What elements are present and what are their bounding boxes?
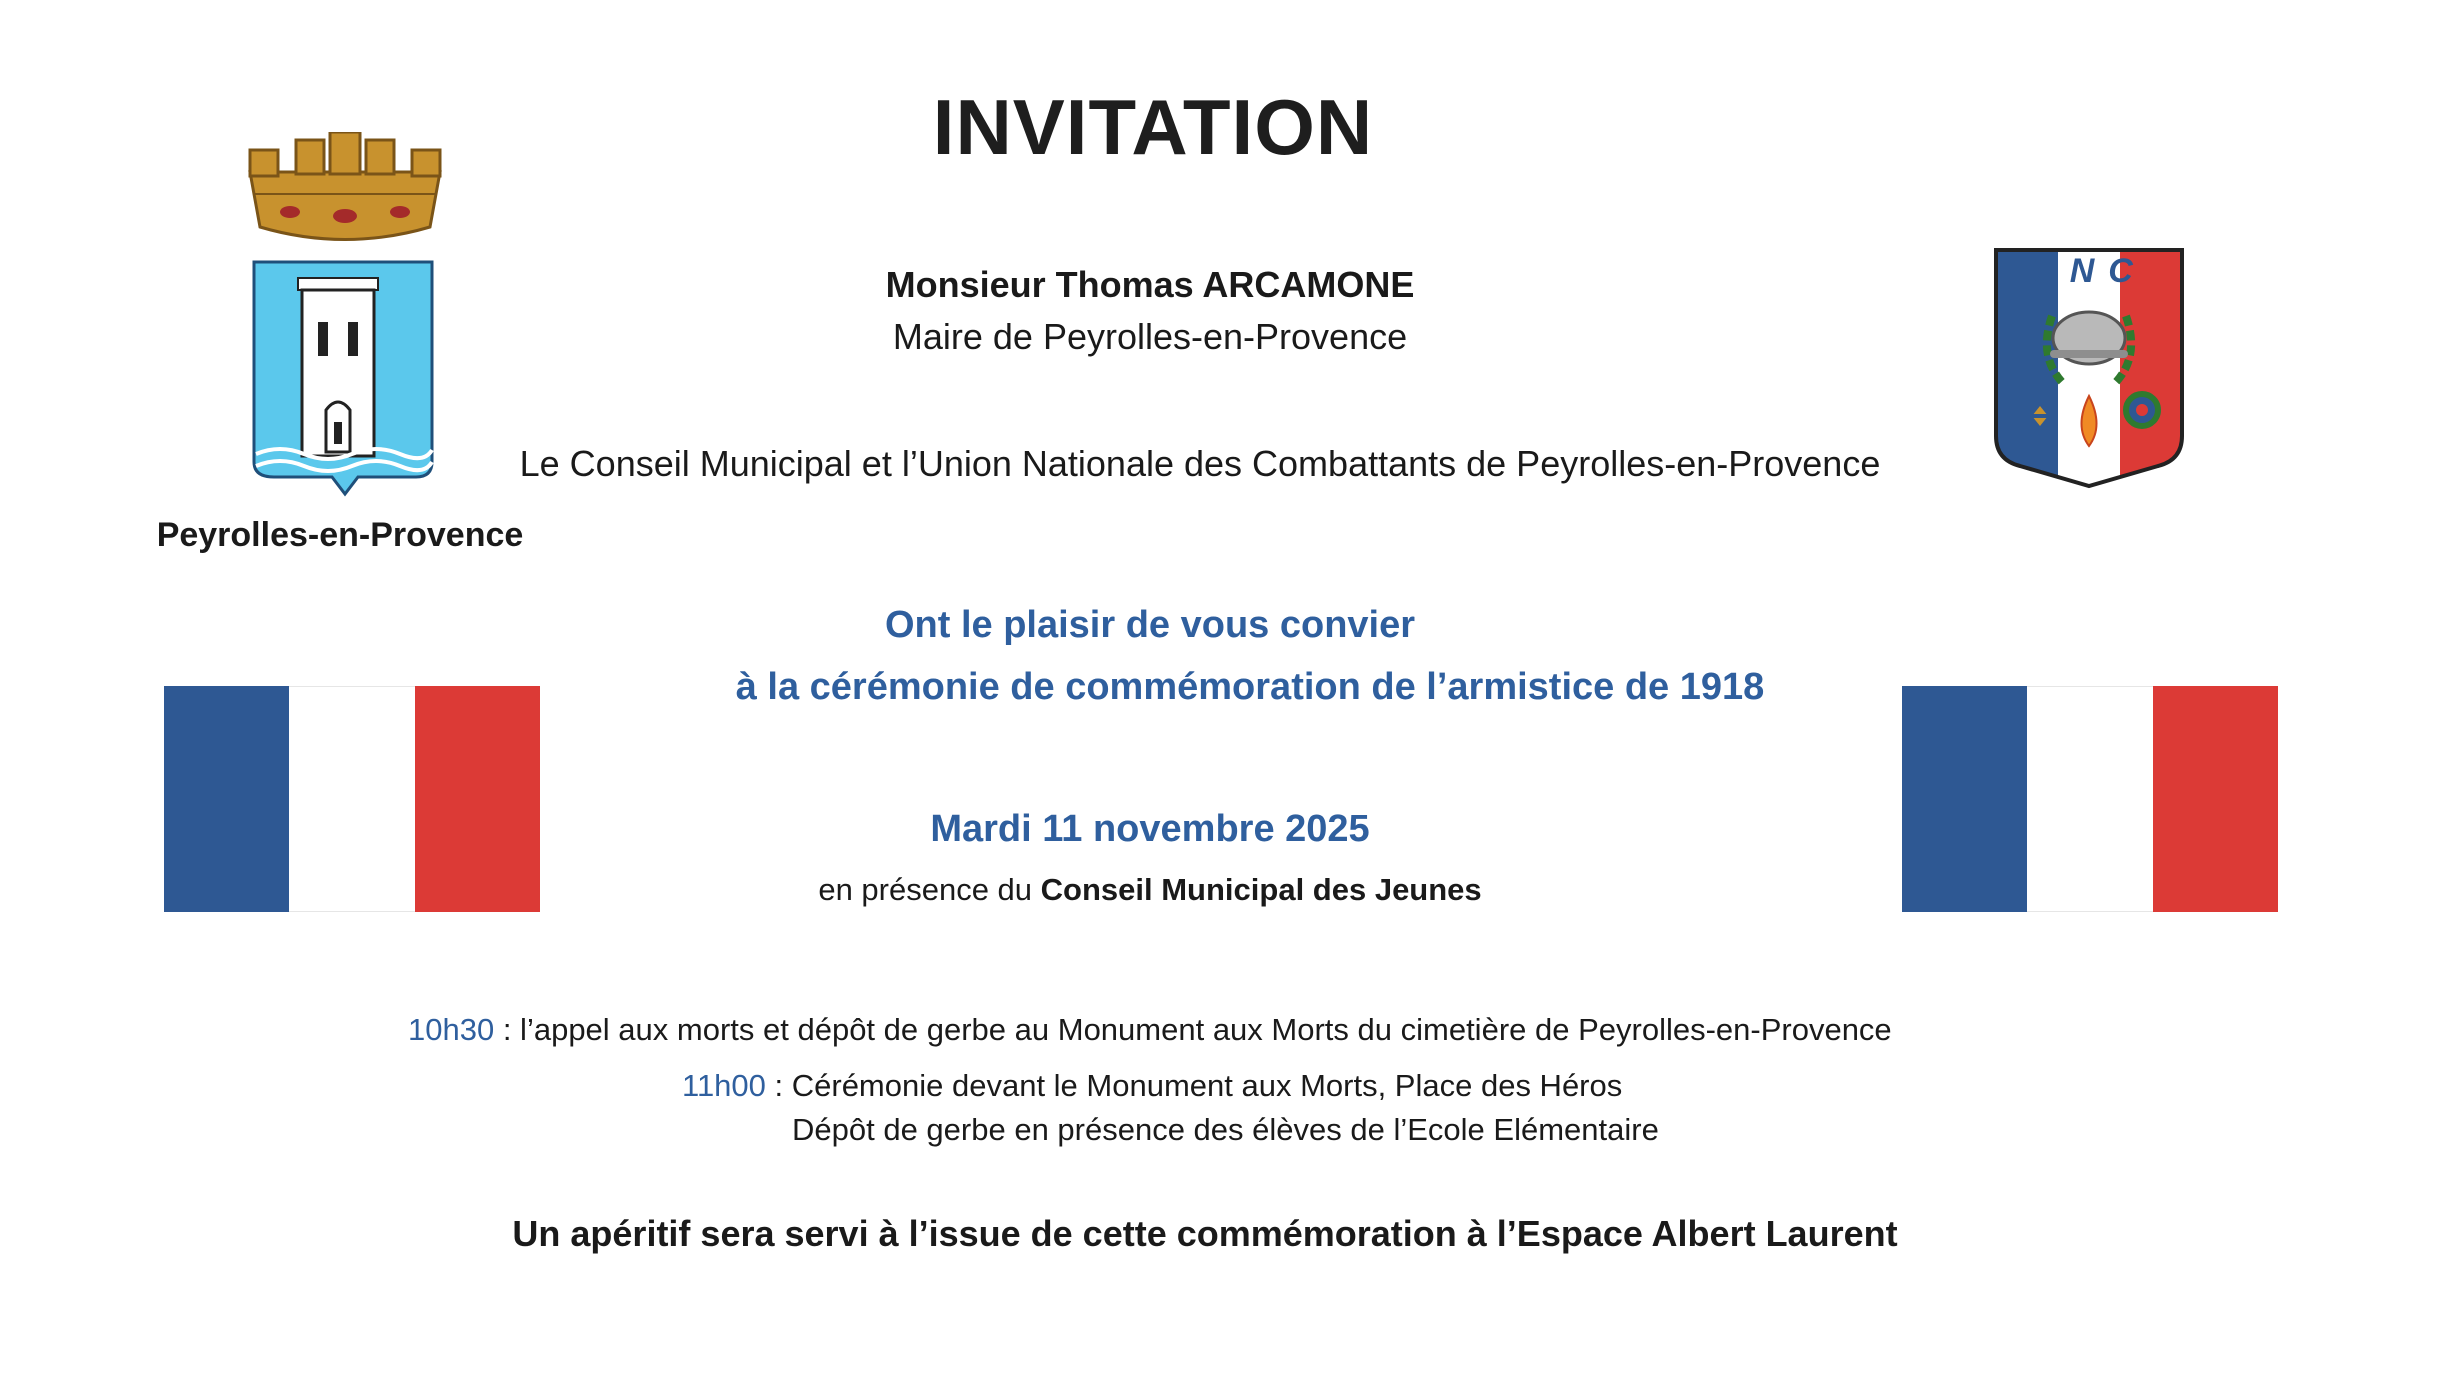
presence-line — [700, 872, 1600, 908]
invitation-line-1: Ont le plaisir de vous convier — [884, 604, 1416, 646]
french-flag-right — [1902, 686, 2278, 912]
crown-icon — [250, 132, 440, 240]
schedule-text: : Cérémonie devant le Monument aux Morts, Place des Héros — [765, 1068, 1623, 1103]
mayor-name: Monsieur Thomas ARCAMONE — [885, 264, 1415, 305]
unc-letters: UNC — [2031, 252, 2147, 290]
unc-badge-icon — [1992, 246, 2186, 490]
presence-bold: Conseil Municipal des Jeunes — [1040, 872, 1482, 907]
schedule-item-1 — [408, 1012, 1892, 1048]
closing-line: Un apéritif sera servi à l’issue de cette commémoration à l’Espace Albert Laurent — [512, 1213, 1898, 1254]
schedule-time: 11h00 — [682, 1068, 766, 1103]
council-line: Le Conseil Municipal et l’Union Nationale des Combattants de Peyrolles-en-Provence — [519, 443, 1881, 484]
schedule-continuation: Dépôt de gerbe en présence des élèves de l’Ecole Elémentaire — [792, 1112, 1659, 1147]
event-date: Mardi 11 novembre 2025 — [930, 808, 1370, 850]
french-flag-left — [164, 686, 540, 912]
shield-icon — [254, 262, 432, 494]
invitation-line-2: à la cérémonie de commémoration de l’armistice de 1918 — [735, 666, 1765, 708]
town-label: Peyrolles-en-Provence — [156, 516, 524, 554]
schedule-text: : l’appel aux morts et dépôt de gerbe au Monument aux Morts du cimetière de Peyrolles-en-Provence — [494, 1012, 1892, 1047]
town-coat-of-arms-icon — [240, 132, 450, 502]
mayor-role: Maire de Peyrolles-en-Provence — [892, 316, 1408, 357]
presence-prefix: en présence du — [818, 872, 1041, 907]
schedule-time: 10h30 — [408, 1012, 495, 1047]
schedule-item-2 — [682, 1068, 1622, 1104]
page-title: INVITATION — [932, 83, 1374, 171]
